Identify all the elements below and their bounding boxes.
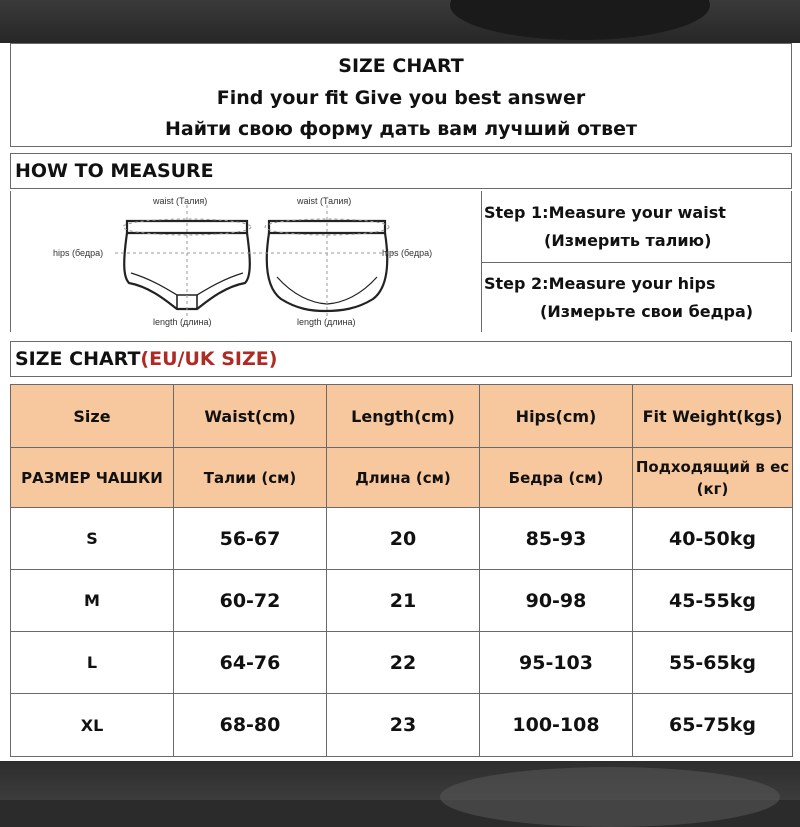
step-divider [482,262,792,263]
column-header-ru: Талии (см) [174,448,327,508]
size-cell: L [11,632,174,694]
waist-cell: 68-80 [174,694,327,757]
column-header-ru: Бедра (см) [480,448,633,508]
step-1-text: Step 1:Measure your waist [484,203,726,222]
column-header-ru: Длина (см) [327,448,480,508]
column-header: Waist(cm) [174,385,327,448]
measure-section [10,191,792,332]
length-label: length (длина) [153,317,212,327]
table-row [11,694,793,757]
weight-cell: 45-55kg [633,570,793,632]
column-header: Hips(cm) [480,385,633,448]
waist-cell: 64-76 [174,632,327,694]
table-row [11,570,793,632]
hips-label: hips (бедра) [382,248,433,258]
size-table [10,384,793,757]
size-cell: S [11,508,174,570]
step-2-text-ru: (Измерьте свои бедра) [540,302,754,321]
hips-cell: 90-98 [480,570,633,632]
hips-cell: 85-93 [480,508,633,570]
background-bottom [0,762,800,800]
length-cell: 21 [327,570,480,632]
length-cell: 20 [327,508,480,570]
weight-cell: 55-65kg [633,632,793,694]
background-shape [450,0,710,40]
table-header-row [11,385,793,448]
table-header-row-ru [11,448,793,508]
waist-cell: 60-72 [174,570,327,632]
length-cell: 22 [327,632,480,694]
weight-cell: 40-50kg [633,508,793,570]
background-top [0,0,800,44]
size-chart-heading [10,341,792,377]
hips-cell: 100-108 [480,694,633,757]
how-to-measure-title: HOW TO MEASURE [15,160,214,182]
column-header: Length(cm) [327,385,480,448]
underwear-diagram [11,191,481,332]
chart-title: SIZE CHART [338,55,464,77]
column-header: Size [11,385,174,448]
background-shape [440,767,780,827]
weight-cell: 65-75kg [633,694,793,757]
header-box [10,43,792,147]
column-header-ru: Подходящий в ес (кг) [633,448,793,508]
size-cell: M [11,570,174,632]
size-cell: XL [11,694,174,757]
waist-cell: 56-67 [174,508,327,570]
column-header: Fit Weight(kgs) [633,385,793,448]
hips-cell: 95-103 [480,632,633,694]
table-row [11,508,793,570]
length-cell: 23 [327,694,480,757]
waist-label: waist (Талия) [153,196,208,206]
column-header-ru: РАЗМЕР ЧАШКИ [11,448,174,508]
hips-label: hips (бедра) [53,248,104,258]
waist-label: waist (Талия) [297,196,352,206]
measure-diagram [11,191,482,332]
step-1-text-ru: (Измерить талию) [544,231,712,250]
size-chart-subtitle: (EU/UK SIZE) [140,348,278,370]
table-row [11,632,793,694]
size-chart-title: SIZE CHART [15,348,141,370]
step-2-text: Step 2:Measure your hips [484,274,716,293]
length-label: length (длина) [297,317,356,327]
how-to-measure-heading [10,153,792,189]
size-chart-sheet [0,43,800,761]
tagline-en: Find your fit Give you best answer [216,87,586,109]
tagline-ru: Найти свою форму дать вам лучший ответ [165,118,637,140]
